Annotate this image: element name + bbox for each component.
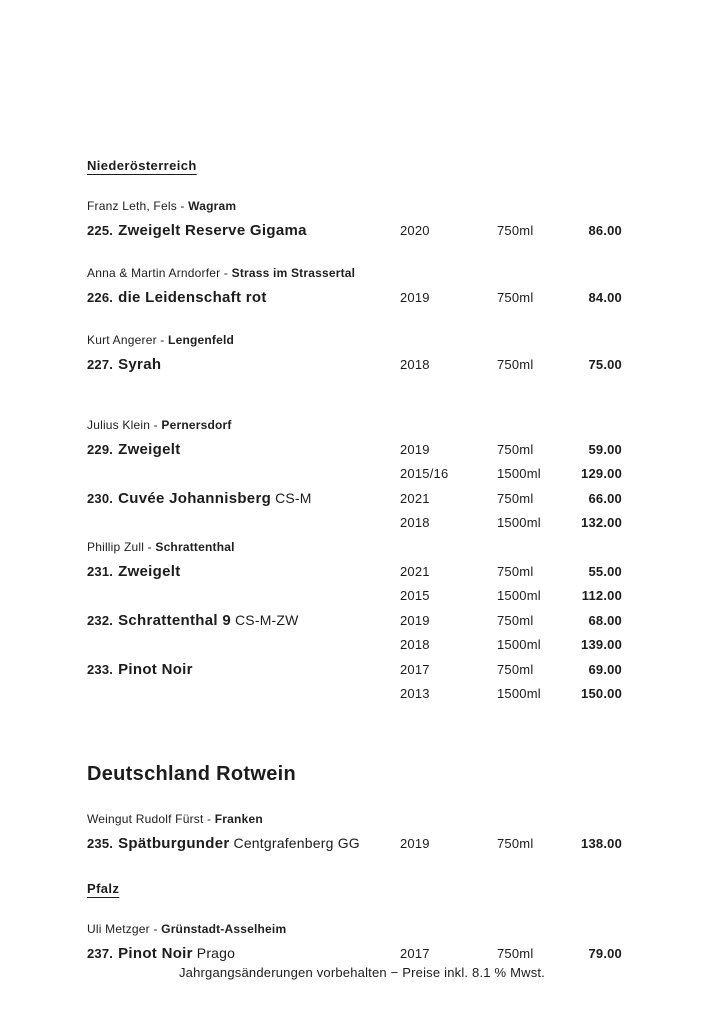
wine-name-cell xyxy=(87,612,400,630)
wine-bottle-size: 750ml xyxy=(497,564,534,579)
producer-place: Grünstadt-Asselheim xyxy=(161,922,287,936)
wine-bottle-size: 1500ml xyxy=(497,637,541,652)
wine-row-229-variant xyxy=(87,466,622,481)
wine-price: 129.00 xyxy=(581,466,622,481)
wine-title: Zweigelt Reserve Gigama xyxy=(118,222,307,239)
wine-name-cell xyxy=(87,222,400,240)
wine-title: Pinot Noir xyxy=(118,661,193,678)
region-heading-pfalz: Pfalz xyxy=(87,881,120,896)
wine-name-cell xyxy=(87,563,400,581)
wine-title: Cuvée Johannisberg xyxy=(118,490,272,507)
wine-row-231 xyxy=(87,563,622,581)
wine-price: 132.00 xyxy=(581,515,622,530)
producer-place: Franken xyxy=(214,812,263,826)
wine-bottle-size: 750ml xyxy=(497,491,534,506)
wine-suffix: CS-M-ZW xyxy=(234,612,299,628)
wine-vintage: 2018 xyxy=(400,637,430,652)
wine-price: 139.00 xyxy=(581,637,622,652)
wine-bottle-size: 750ml xyxy=(497,442,534,457)
producer-line-225 xyxy=(87,199,622,213)
wine-row-232 xyxy=(87,612,622,630)
wine-row-237 xyxy=(87,945,622,963)
wine-price: 75.00 xyxy=(588,357,622,372)
wine-row-227 xyxy=(87,356,622,374)
producer-name: Julius Klein - xyxy=(87,418,162,432)
wine-name-cell xyxy=(87,289,400,307)
wine-number: 230. xyxy=(87,491,114,506)
wine-vintage: 2021 xyxy=(400,491,430,506)
producer-name: Kurt Angerer - xyxy=(87,333,169,347)
wine-row-233-variant xyxy=(87,686,622,701)
wine-price: 138.00 xyxy=(581,836,622,851)
wine-bottle-size: 750ml xyxy=(497,613,534,628)
wine-price: 86.00 xyxy=(588,223,622,238)
wine-suffix: Centgrafenberg GG xyxy=(233,835,360,851)
wine-vintage: 2020 xyxy=(400,223,430,238)
wine-suffix: Prago xyxy=(196,945,236,961)
wine-name-cell xyxy=(87,356,400,374)
wine-number: 232. xyxy=(87,613,114,628)
wine-name-cell xyxy=(87,835,400,853)
producer-line-227 xyxy=(87,333,622,347)
wine-number: 227. xyxy=(87,357,114,372)
wine-bottle-size: 1500ml xyxy=(497,466,541,481)
producer-place: Lengenfeld xyxy=(168,333,235,347)
wine-number: 231. xyxy=(87,564,114,579)
wine-number: 233. xyxy=(87,662,114,677)
wine-vintage: 2019 xyxy=(400,836,430,851)
wine-title: Zweigelt xyxy=(118,441,181,458)
wine-number: 235. xyxy=(87,836,114,851)
producer-line-235 xyxy=(87,812,622,826)
producer-line-231 xyxy=(87,540,622,554)
wine-title: Pinot Noir xyxy=(118,945,193,962)
producer-name: Phillip Zull - xyxy=(87,540,156,554)
wine-vintage: 2017 xyxy=(400,946,430,961)
wine-number: 229. xyxy=(87,442,114,457)
wine-row-230-variant xyxy=(87,515,622,530)
wine-bottle-size: 1500ml xyxy=(497,588,541,603)
wine-title: Syrah xyxy=(118,356,162,373)
producer-place: Wagram xyxy=(188,199,237,213)
region-heading-niederoesterreich: Niederösterreich xyxy=(87,158,197,173)
producer-place: Strass im Strassertal xyxy=(231,266,356,280)
footer-note: Jahrgangsänderungen vorbehalten − Preise inkl. 8.1 % Mwst. xyxy=(178,965,546,980)
wine-bottle-size: 1500ml xyxy=(497,686,541,701)
wine-bottle-size: 750ml xyxy=(497,946,534,961)
wine-row-231-variant xyxy=(87,588,622,603)
wine-price: 84.00 xyxy=(588,290,622,305)
producer-name: Anna & Martin Arndorfer - xyxy=(87,266,232,280)
producer-name: Franz Leth, Fels - xyxy=(87,199,189,213)
wine-bottle-size: 1500ml xyxy=(497,515,541,530)
wine-number: 226. xyxy=(87,290,114,305)
wine-title: Spätburgunder xyxy=(118,835,230,852)
wine-number: 225. xyxy=(87,223,114,238)
wine-price: 55.00 xyxy=(588,564,622,579)
wine-vintage: 2015/16 xyxy=(400,466,449,481)
wine-row-235 xyxy=(87,835,622,853)
wine-name-cell xyxy=(87,661,400,679)
wine-bottle-size: 750ml xyxy=(497,357,534,372)
wine-bottle-size: 750ml xyxy=(497,662,534,677)
wine-row-226 xyxy=(87,289,622,307)
wine-price: 69.00 xyxy=(588,662,622,677)
wine-row-232-variant xyxy=(87,637,622,652)
wine-vintage: 2013 xyxy=(400,686,430,701)
wine-bottle-size: 750ml xyxy=(497,836,534,851)
producer-place: Schrattenthal xyxy=(155,540,235,554)
wine-vintage: 2015 xyxy=(400,588,430,603)
wine-row-225 xyxy=(87,222,622,240)
wine-price: 68.00 xyxy=(588,613,622,628)
wine-number: 237. xyxy=(87,946,114,961)
section-heading-deutschland-rotwein: Deutschland Rotwein xyxy=(87,763,297,785)
wine-vintage: 2018 xyxy=(400,515,430,530)
wine-row-233 xyxy=(87,661,622,679)
wine-row-229 xyxy=(87,441,622,459)
wine-title: Zweigelt xyxy=(118,563,181,580)
wine-vintage: 2021 xyxy=(400,564,430,579)
wine-bottle-size: 750ml xyxy=(497,290,534,305)
wine-title: die Leidenschaft rot xyxy=(118,289,267,306)
wine-vintage: 2019 xyxy=(400,442,430,457)
wine-row-230 xyxy=(87,490,622,508)
producer-line-237 xyxy=(87,922,622,936)
producer-name: Uli Metzger - xyxy=(87,922,162,936)
wine-vintage: 2019 xyxy=(400,613,430,628)
wine-price: 59.00 xyxy=(588,442,622,457)
wine-title: Schrattenthal 9 xyxy=(118,612,231,629)
producer-line-226 xyxy=(87,266,622,280)
wine-suffix: CS-M xyxy=(275,490,312,506)
wine-price: 79.00 xyxy=(588,946,622,961)
wine-price: 112.00 xyxy=(581,588,622,603)
producer-place: Pernersdorf xyxy=(161,418,232,432)
wine-vintage: 2017 xyxy=(400,662,430,677)
wine-name-cell xyxy=(87,490,400,508)
producer-line-229 xyxy=(87,418,622,432)
wine-price: 150.00 xyxy=(581,686,622,701)
wine-bottle-size: 750ml xyxy=(497,223,534,238)
producer-name: Weingut Rudolf Fürst - xyxy=(87,812,215,826)
wine-vintage: 2018 xyxy=(400,357,430,372)
wine-price: 66.00 xyxy=(588,491,622,506)
wine-name-cell xyxy=(87,945,400,963)
wine-vintage: 2019 xyxy=(400,290,430,305)
wine-name-cell xyxy=(87,441,400,459)
